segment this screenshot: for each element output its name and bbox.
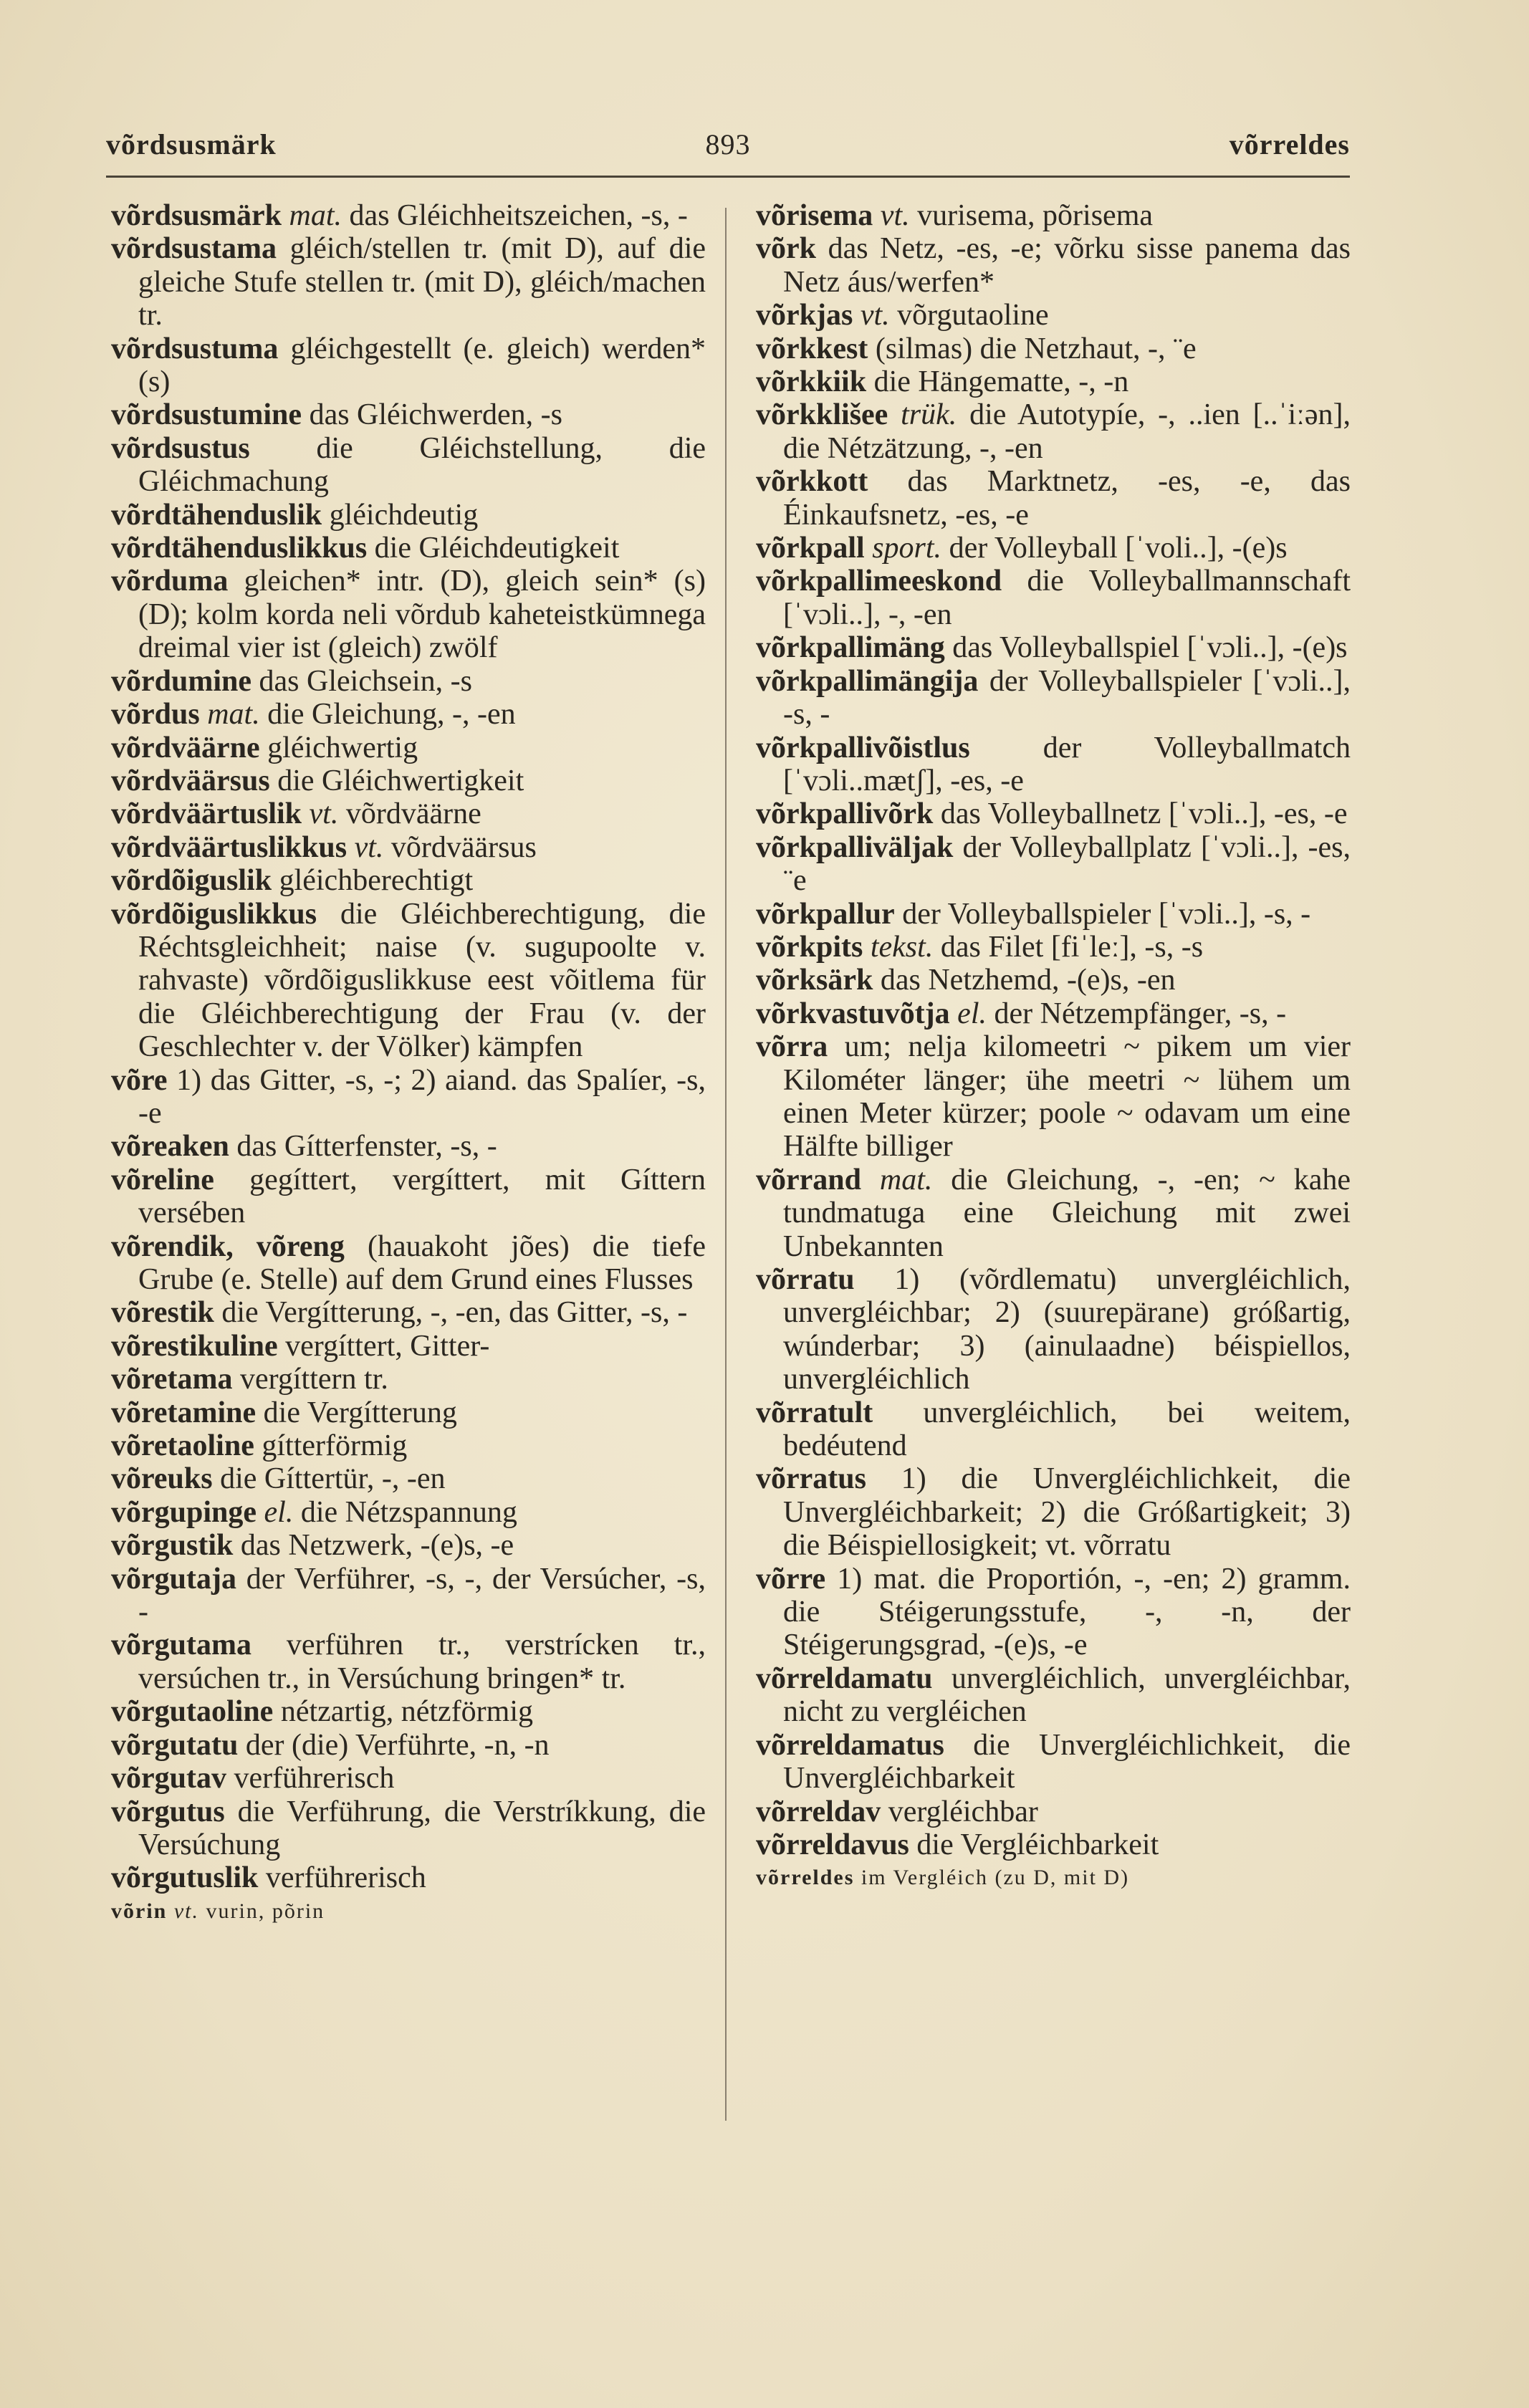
dictionary-entry (111, 1064, 706, 1131)
entry-definition: die Verführung, die Verstríkkung, die Versúchung (138, 1795, 706, 1861)
entry-definition: gléichberechtigt (279, 864, 474, 898)
dictionary-entry (111, 731, 706, 764)
entry-definition: der Volleyball [ˈvoli..], -(e)s (949, 532, 1288, 565)
dictionary-entry (111, 665, 706, 698)
entry-label: vt. (309, 797, 339, 831)
entry-headword: võrkpalliväljak (756, 830, 954, 864)
entry-definition: die Autotypíe, -, ..ien [..ˈiːən], die Nétzätzung, -, -en (783, 398, 1351, 465)
dictionary-entry (111, 1130, 706, 1163)
dictionary-entry (756, 1396, 1351, 1463)
left-column (111, 199, 706, 1928)
entry-definition: gléichwertig (267, 731, 418, 764)
entry-headword: võrdõiguslikkus (111, 897, 317, 931)
entry-definition: die Gléichstellung, die Gléichmachung (138, 431, 706, 499)
entry-headword: võrin (111, 1899, 168, 1923)
entry-headword: võrgutuslik (111, 1861, 259, 1895)
entry-label: tekst. (870, 930, 934, 964)
entry-headword: võrgupinge (111, 1495, 257, 1529)
entry-definition: die Gleichung, -, -en (267, 698, 516, 731)
entry-definition: das Gléichwerden, -s (309, 398, 562, 432)
entry-definition: die Vergítterung, -, -en, das Gitter, -s, - (221, 1296, 688, 1330)
dictionary-entry (111, 1230, 706, 1297)
dictionary-entry (756, 232, 1351, 299)
entry-headword: võrratu (756, 1263, 855, 1296)
page-number: 893 (705, 128, 751, 160)
entry-headword: võrdõiguslik (111, 864, 272, 898)
entry-label: mat. (879, 1163, 933, 1196)
dictionary-entry (111, 764, 706, 797)
entry-definition: das Marktnetz, -es, -e, das Éinkaufsnetz, -es, -e (783, 465, 1351, 532)
dictionary-entry (756, 831, 1351, 898)
dictionary-entry (111, 1296, 706, 1329)
entry-headword: võrreldav (756, 1795, 881, 1828)
entry-headword: võrkpallivõrk (756, 797, 934, 831)
entry-definition: vergléichbar (888, 1795, 1038, 1828)
entry-headword: võrrand (756, 1163, 861, 1196)
dictionary-entry (756, 1030, 1351, 1164)
dictionary-entry (111, 1762, 706, 1795)
entry-definition: gléich/stellen tr. (mit D), auf die gleiche Stufe stellen tr. (mit D), gléich/machen tr. (138, 232, 706, 332)
entry-headword: võrra (756, 1030, 828, 1064)
dictionary-entry (111, 1462, 706, 1495)
dictionary-entry (111, 1895, 706, 1928)
entry-definition: gegíttert, vergíttert, mit Gíttern versében (138, 1163, 706, 1230)
entry-headword: võrdväärne (111, 731, 260, 764)
entry-headword: võrkpallimeeskond (756, 565, 1002, 598)
entry-definition: die Volleyballmannschaft [ˈvɔli..], -, -en (783, 565, 1351, 631)
dictionary-entry (756, 731, 1351, 798)
entry-headword: võrdväärtuslikkus (111, 830, 348, 864)
entry-headword: võrdsustuma (111, 332, 279, 365)
entry-headword: võrreldavus (756, 1828, 909, 1861)
entry-definition: võrdväärsus (390, 830, 537, 864)
entry-headword: võrkkiik (756, 365, 867, 399)
entry-definition: gítterförmig (262, 1429, 408, 1463)
entry-headword: võrkpallimäng (756, 631, 945, 665)
entry-definition: 1) (võrdlematu) unvergléichlich, unvergléichbar; 2) (suurepärane) gróßartig, wúnderbar; 3) (ainulaadne) béispiellos, unvergléichlich (783, 1263, 1351, 1396)
entry-headword: võrdväärtuslik (111, 797, 302, 831)
right-column (756, 199, 1351, 1895)
entry-definition: die Vergítterung (263, 1396, 457, 1429)
dictionary-entry (111, 864, 706, 897)
entry-label: vt. (880, 199, 910, 232)
dictionary-entry (756, 1263, 1351, 1396)
entry-headword: võrgutama (111, 1628, 251, 1662)
dictionary-entry (111, 1496, 706, 1529)
entry-headword: võrendik, võreng (111, 1229, 345, 1263)
entry-definition: das Gítterfenster, -s, - (236, 1130, 497, 1164)
entry-headword: võrksärk (756, 964, 873, 997)
entry-headword: võrestik (111, 1296, 214, 1330)
entry-definition: die Gíttertür, -, -en (220, 1462, 446, 1496)
dictionary-entry (756, 398, 1351, 465)
entry-definition: gléichdeutig (329, 498, 479, 532)
entry-label: el. (957, 997, 987, 1030)
entry-headword: võreuks (111, 1462, 213, 1496)
entry-headword: võrkvastuvõtja (756, 997, 950, 1030)
entry-definition: der Nétzempfänger, -s, - (994, 997, 1287, 1030)
entry-label: vt. (354, 830, 384, 864)
entry-headword: võretamine (111, 1396, 257, 1429)
entry-headword: võrkpallur (756, 897, 895, 931)
entry-definition: das Gleichsein, -s (259, 664, 472, 698)
entry-headword: võrdus (111, 698, 200, 731)
entry-definition: nétzartig, nétzförmig (280, 1695, 534, 1729)
entry-headword: võrreldamatu (756, 1661, 933, 1695)
entry-headword: võrkkest (756, 332, 868, 365)
dictionary-entry (756, 1729, 1351, 1795)
entry-headword: võre (111, 1063, 168, 1097)
entry-definition: 1) die Unvergléichlichkeit, die Unvergléichbarkeit; 2) die Gróßartigkeit; 3) die Béispiellosigkeit; vt. võrratu (783, 1462, 1351, 1563)
dictionary-entry (756, 1462, 1351, 1562)
entry-definition: verführen tr., verstrícken tr., versúchen tr., in Versúchung bringen* tr. (138, 1628, 706, 1695)
dictionary-entry (756, 565, 1351, 631)
entry-definition: verführerisch (234, 1762, 395, 1795)
header-rule (106, 176, 1350, 178)
entry-definition: vurin, põrin (206, 1899, 325, 1923)
dictionary-entry (111, 1563, 706, 1629)
dictionary-entry (756, 964, 1351, 997)
entry-definition: der Volleyballspieler [ˈvɔli..], -s, - (902, 897, 1311, 931)
dictionary-entry (756, 1164, 1351, 1263)
dictionary-entry (111, 831, 706, 864)
dictionary-entry (756, 532, 1351, 565)
entry-definition: unvergléichlich, unvergléichbar, nicht zu vergléichen (783, 1661, 1351, 1729)
entry-headword: võretama (111, 1363, 233, 1396)
entry-headword: võreline (111, 1163, 214, 1196)
column-divider (725, 208, 727, 2121)
entry-definition: das Filet [fiˈleː], -s, -s (940, 930, 1204, 964)
dictionary-entry (111, 1628, 706, 1695)
entry-headword: võrdtähenduslik (111, 498, 322, 532)
entry-definition: das Volleyballnetz [ˈvɔli..], -es, -e (940, 797, 1348, 831)
entry-definition: im Vergléich (zu D, mit D) (861, 1866, 1130, 1890)
entry-headword: võrisema (756, 199, 873, 232)
dictionary-entry (756, 797, 1351, 830)
entry-definition: die Gléichdeutigkeit (374, 532, 620, 565)
dictionary-entry (111, 698, 706, 731)
entry-definition: die Gleichung, -, -en; ~ kahe tundmatuga eine Gleichung mit zwei Unbekannten (783, 1163, 1351, 1263)
dictionary-entry (756, 631, 1351, 664)
entry-headword: võrdumine (111, 664, 252, 698)
entry-headword: võrreldes (756, 1866, 855, 1890)
entry-headword: võretaoline (111, 1429, 254, 1463)
entry-label: el. (264, 1495, 294, 1529)
dictionary-entry (111, 1795, 706, 1862)
dictionary-entry (756, 665, 1351, 731)
entry-label: sport. (872, 532, 942, 565)
entry-definition: der Volleyballplatz [ˈvɔli..], -es, ¨e (783, 830, 1351, 898)
entry-definition: die Gléichwertigkeit (277, 764, 524, 797)
entry-definition: um; nelja kilomeetri ~ pikem um vier Kilométer länger; ühe meetri ~ lühem um einen Meter kürzer; poole ~ odavam um eine Hälfte billiger (783, 1030, 1351, 1164)
dictionary-entry (111, 1164, 706, 1230)
entry-headword: võrkjas (756, 299, 853, 332)
dictionary-entry (756, 199, 1351, 232)
entry-definition: die Nétzspannung (300, 1495, 517, 1529)
entry-definition: die Vergléichbarkeit (916, 1828, 1159, 1861)
entry-headword: võrestikuline (111, 1329, 278, 1363)
entry-definition: vergíttert, Gitter- (285, 1329, 490, 1363)
dictionary-entry (111, 398, 706, 431)
entry-headword: võrdsusmärk (111, 199, 282, 232)
header-left-guideword: võrdsusmärk (106, 128, 277, 160)
entry-headword: võrdsustama (111, 232, 277, 266)
entry-headword: võrkpall (756, 532, 865, 565)
entry-definition: vergíttern tr. (240, 1363, 388, 1396)
dictionary-entry (111, 499, 706, 532)
entry-definition: võrdväärne (345, 797, 481, 831)
dictionary-entry (111, 199, 706, 232)
dictionary-entry (111, 532, 706, 565)
entry-definition: der (die) Verführte, -n, -n (245, 1728, 550, 1762)
dictionary-entry (111, 1330, 706, 1363)
dictionary-entry (756, 299, 1351, 332)
entry-headword: võrk (756, 232, 816, 266)
entry-label: vt. (860, 299, 890, 332)
entry-definition: das Netz, -es, -e; võrku sisse panema das Netz áus/werfen* (783, 232, 1351, 299)
entry-headword: võrdtähenduslikkus (111, 532, 368, 565)
entry-headword: võrgustik (111, 1529, 234, 1563)
entry-headword: võrkkott (756, 465, 868, 499)
dictionary-entry (756, 1861, 1351, 1894)
entry-headword: võrgutus (111, 1795, 225, 1828)
entry-definition: die Hängematte, -, -n (873, 365, 1129, 399)
dictionary-entry (111, 898, 706, 1064)
entry-definition: der Volleyballspieler [ˈvɔli..], -s, - (783, 664, 1351, 731)
entry-headword: võrre (756, 1562, 826, 1596)
entry-label: mat. (207, 698, 260, 731)
entry-definition: vurisema, põrisema (917, 199, 1154, 232)
entry-definition: das Gléichheitszeichen, -s, - (349, 199, 688, 232)
header-right-guideword: võrreldes (1229, 128, 1350, 160)
entry-headword: võrgutatu (111, 1728, 239, 1762)
entry-headword: võrkpallimängija (756, 664, 979, 698)
entry-definition: (hauakoht jões) die tiefe Grube (e. Stelle) auf dem Grund eines Flusses (138, 1229, 706, 1296)
entry-definition: unvergléichlich, bei weitem, bedéutend (783, 1396, 1351, 1463)
entry-headword: võrkpallivõistlus (756, 731, 970, 764)
entry-headword: võrdsustus (111, 431, 250, 465)
entry-label: vt. (173, 1899, 199, 1923)
dictionary-entry (111, 432, 706, 499)
dictionary-entry (111, 1429, 706, 1462)
dictionary-entry (756, 898, 1351, 931)
dictionary-entry (756, 365, 1351, 398)
entry-headword: võrratus (756, 1462, 866, 1496)
entry-headword: võreaken (111, 1130, 229, 1164)
entry-headword: võrkpits (756, 930, 863, 964)
page-header (106, 128, 1350, 171)
dictionary-entry (111, 565, 706, 664)
dictionary-entry (756, 997, 1351, 1030)
entry-definition: verführerisch (265, 1861, 426, 1895)
dictionary-entry (756, 1563, 1351, 1662)
entry-headword: võrdväärsus (111, 764, 270, 797)
dictionary-entry (756, 931, 1351, 964)
entry-definition: das Volleyballspiel [ˈvɔli..], -(e)s (952, 631, 1348, 665)
dictionary-entry (756, 465, 1351, 532)
entry-headword: võrgutav (111, 1762, 226, 1795)
dictionary-entry (756, 1662, 1351, 1729)
entry-definition: das Netzhemd, -(e)s, -en (880, 964, 1176, 997)
entry-definition: (silmas) die Netzhaut, -, ¨e (875, 332, 1197, 365)
entry-definition: 1) mat. die Proportión, -, -en; 2) gramm. die Stéigerungsstufe, -, -n, der Stéigerungsgrad, -(e)s, -e (783, 1562, 1351, 1662)
entry-headword: võrdsustumine (111, 398, 302, 432)
dictionary-entry (756, 1795, 1351, 1828)
entry-definition: der Volleyballmatch [ˈvɔli..mætʃ], -es, -e (783, 731, 1351, 797)
entry-definition: gléichgestellt (e. gleich) werden* (s) (138, 332, 706, 399)
dictionary-entry (111, 1729, 706, 1762)
entry-label: mat. (289, 199, 342, 232)
entry-definition: die Gléichberechtigung, die Réchtsgleichheit; naise (v. sugupoolte v. rahvaste) võrdõiguslikkuse eest võitlema für die Gléichberechtigung der Frau (v. der Geschlechter v. der Völker) kämpfen (138, 897, 706, 1064)
entry-label: trük. (901, 398, 957, 432)
dictionary-entry (111, 1861, 706, 1894)
entry-headword: võrreldamatus (756, 1728, 944, 1762)
entry-headword: võrratult (756, 1396, 873, 1429)
entry-definition: võrgutaoline (897, 299, 1049, 332)
dictionary-entry (111, 1529, 706, 1562)
entry-headword: võrgutaja (111, 1562, 236, 1596)
entry-headword: võrgutaoline (111, 1695, 274, 1729)
entry-definition: der Verführer, -s, -, der Versúcher, -s, - (138, 1562, 706, 1629)
entry-definition: das Netzwerk, -(e)s, -e (240, 1529, 514, 1563)
entry-definition: die Unvergléichlichkeit, die Unvergléichbarkeit (783, 1728, 1351, 1795)
dictionary-entry (111, 232, 706, 332)
entry-headword: võrduma (111, 565, 229, 598)
dictionary-entry (111, 1695, 706, 1728)
entry-headword: võrkklišee (756, 398, 888, 432)
dictionary-entry (111, 1363, 706, 1396)
dictionary-entry (756, 1828, 1351, 1861)
dictionary-entry (756, 332, 1351, 365)
entry-definition: gleichen* intr. (D), gleich sein* (s) (D); kolm korda neli võrdub kaheteistkümnega dreimal vier ist (gleich) zwölf (138, 565, 706, 665)
entry-definition: 1) das Gitter, -s, -; 2) aiand. das Spalíer, -s, -e (138, 1063, 706, 1130)
dictionary-entry (111, 1396, 706, 1429)
dictionary-entry (111, 332, 706, 399)
dictionary-entry (111, 797, 706, 830)
